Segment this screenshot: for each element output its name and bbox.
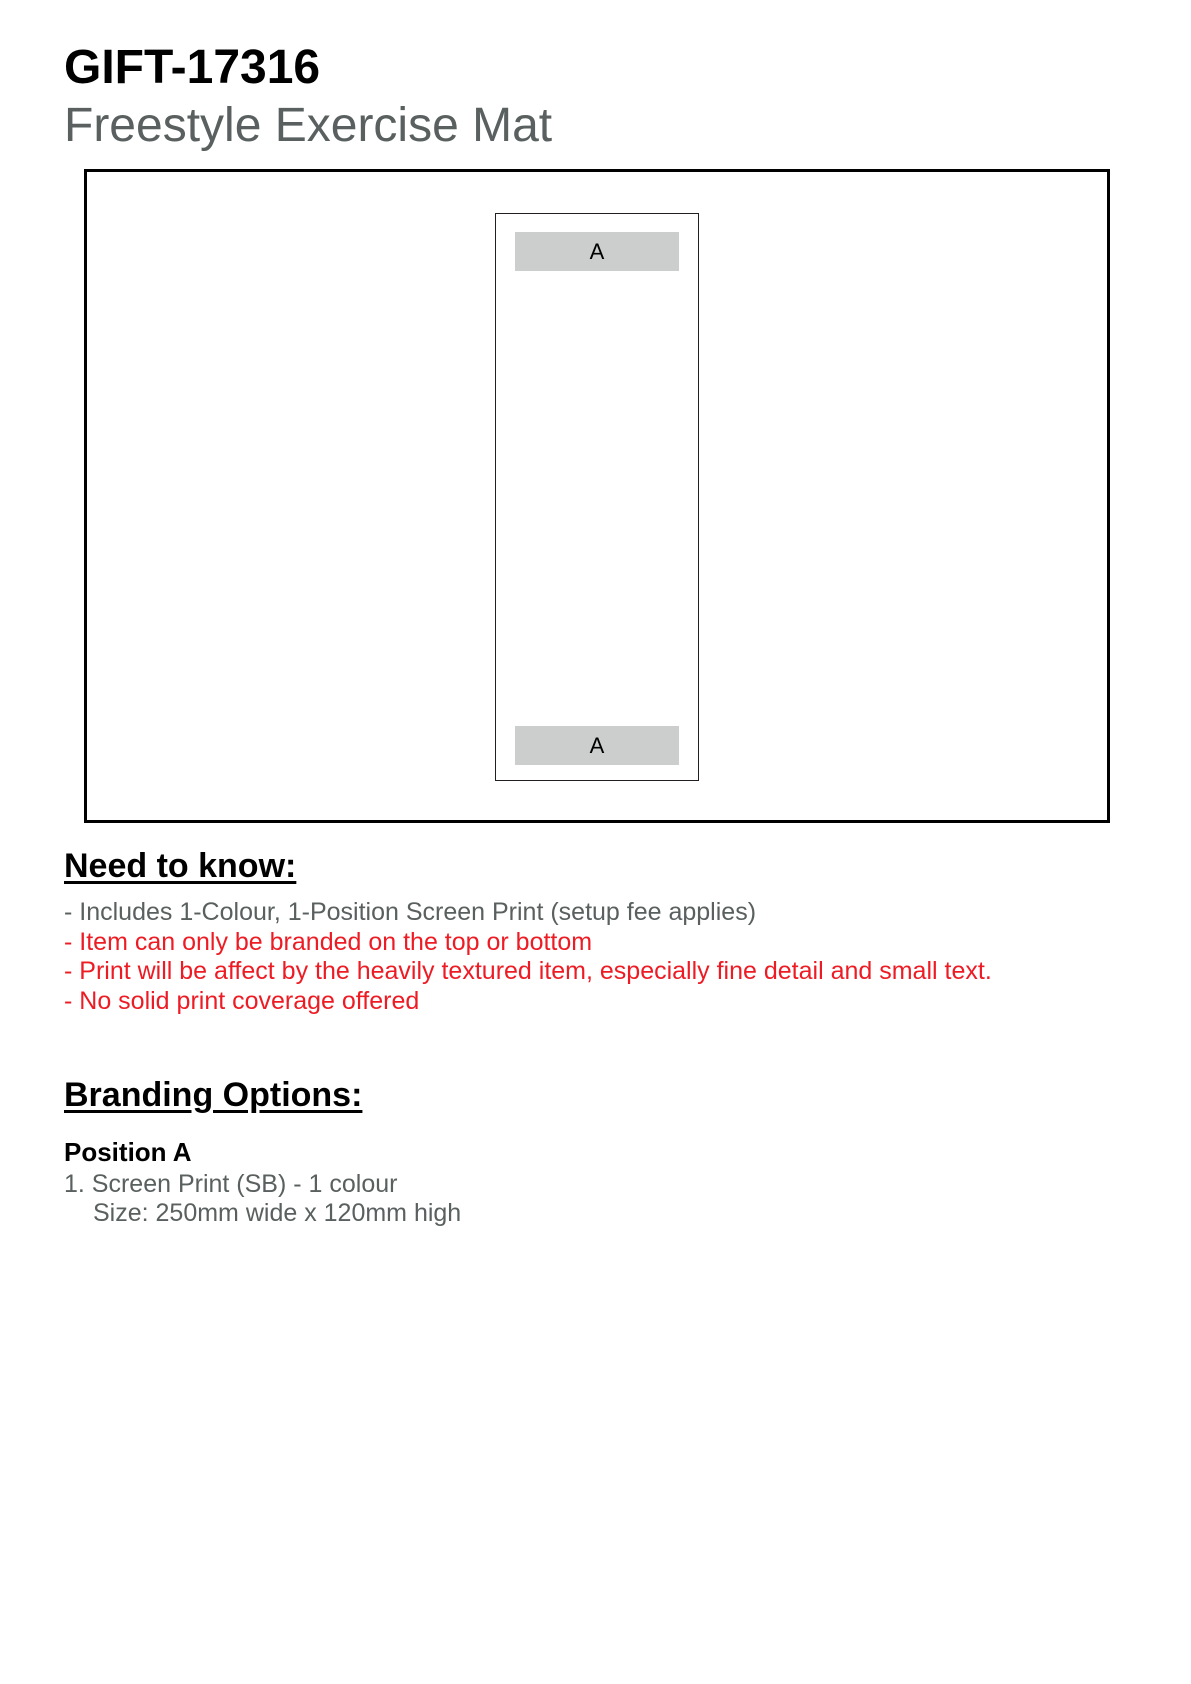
position-a-title: Position A	[64, 1137, 192, 1167]
position-a-size: Size: 250mm wide x 120mm high	[93, 1199, 462, 1227]
branding-options-heading: Branding Options:	[64, 1076, 363, 1114]
print-area-bottom: A	[515, 726, 679, 765]
product-code: GIFT-17316	[64, 41, 321, 94]
mat-outline	[495, 213, 699, 781]
note-item: - Item can only be branded on the top or bottom	[64, 927, 593, 956]
note-item: - Print will be affect by the heavily textured item, especially fine detail and small text.	[64, 957, 992, 985]
note-item: - Includes 1-Colour, 1-Position Screen Print (setup fee applies)	[64, 898, 757, 926]
product-name: Freestyle Exercise Mat	[64, 99, 553, 152]
print-area-top: A	[515, 232, 679, 271]
position-a-option: 1. Screen Print (SB) - 1 colour	[64, 1170, 398, 1198]
need-to-know-heading: Need to know:	[64, 847, 297, 885]
need-to-know-list	[64, 898, 992, 1016]
note-item: - No solid print coverage offered	[64, 986, 420, 1015]
